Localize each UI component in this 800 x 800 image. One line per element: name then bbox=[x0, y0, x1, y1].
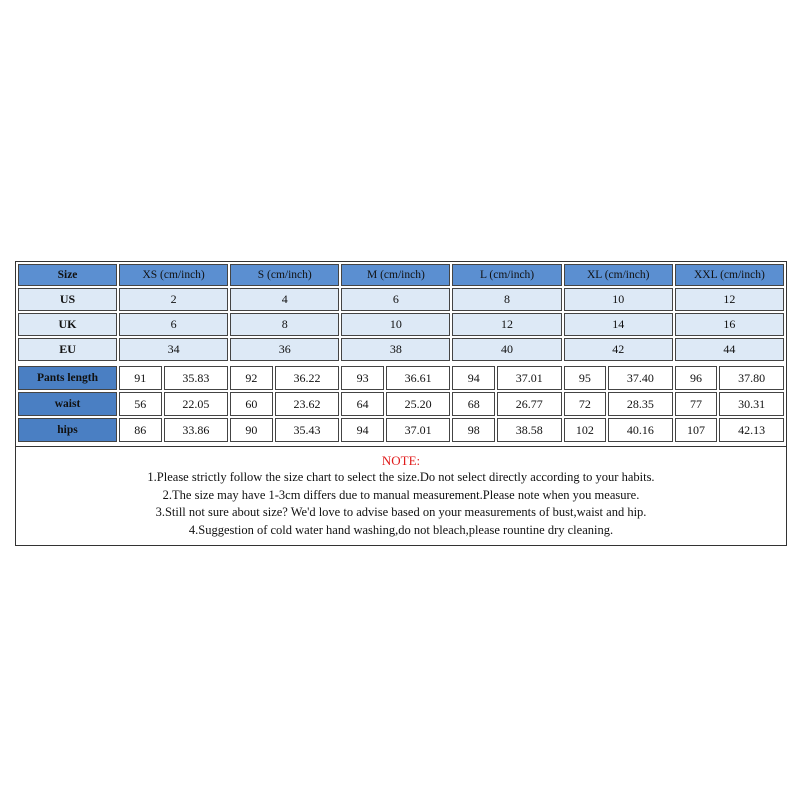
table-cell: 93 bbox=[341, 366, 383, 390]
size-chart bbox=[15, 261, 787, 546]
header-size-label: Size bbox=[18, 264, 117, 286]
table-cell: 12 bbox=[452, 313, 561, 336]
table-cell: 95 bbox=[564, 366, 606, 390]
measurement-row bbox=[18, 366, 784, 390]
table-cell: 37.40 bbox=[608, 366, 673, 390]
table-cell: 25.20 bbox=[386, 392, 451, 416]
row-label: waist bbox=[18, 392, 117, 416]
header-size-column: XS (cm/inch) bbox=[119, 264, 228, 286]
table-cell: 16 bbox=[675, 313, 784, 336]
table-cell: 40.16 bbox=[608, 418, 673, 442]
table-cell: 37.01 bbox=[497, 366, 562, 390]
table-cell: 28.35 bbox=[608, 392, 673, 416]
conversion-row bbox=[18, 288, 784, 311]
table-cell: 22.05 bbox=[164, 392, 229, 416]
notes-section bbox=[16, 446, 786, 545]
row-label: UK bbox=[18, 313, 117, 336]
table-cell: 6 bbox=[341, 288, 450, 311]
table-cell: 34 bbox=[119, 338, 228, 361]
table-cell: 38.58 bbox=[497, 418, 562, 442]
table-cell: 42.13 bbox=[719, 418, 784, 442]
table-cell: 8 bbox=[230, 313, 339, 336]
table-cell: 14 bbox=[564, 313, 673, 336]
note-line: 3.Still not sure about size? We'd love to advise based on your measurements of bust,waist and hip. bbox=[155, 505, 647, 520]
table-cell: 37.01 bbox=[386, 418, 451, 442]
table-cell: 77 bbox=[675, 392, 717, 416]
table-header-row bbox=[18, 264, 784, 286]
table-cell: 72 bbox=[564, 392, 606, 416]
table-cell: 60 bbox=[230, 392, 272, 416]
table-cell: 8 bbox=[452, 288, 561, 311]
measurement-row bbox=[18, 418, 784, 442]
table-cell: 12 bbox=[675, 288, 784, 311]
table-cell: 26.77 bbox=[497, 392, 562, 416]
table-cell: 30.31 bbox=[719, 392, 784, 416]
table-cell: 44 bbox=[675, 338, 784, 361]
table-cell: 91 bbox=[119, 366, 161, 390]
size-table bbox=[16, 262, 786, 444]
note-line: 1.Please strictly follow the size chart to select the size.Do not select directly according to your habits. bbox=[147, 470, 655, 485]
conversion-row bbox=[18, 338, 784, 361]
notes-title: NOTE: bbox=[381, 453, 421, 468]
table-cell: 2 bbox=[119, 288, 228, 311]
table-cell: 86 bbox=[119, 418, 161, 442]
table-cell: 36.61 bbox=[386, 366, 451, 390]
table-cell: 107 bbox=[675, 418, 717, 442]
header-size-column: S (cm/inch) bbox=[230, 264, 339, 286]
row-label: hips bbox=[18, 418, 117, 442]
table-cell: 96 bbox=[675, 366, 717, 390]
table-cell: 92 bbox=[230, 366, 272, 390]
table-cell: 90 bbox=[230, 418, 272, 442]
table-cell: 40 bbox=[452, 338, 561, 361]
table-cell: 56 bbox=[119, 392, 161, 416]
row-label: US bbox=[18, 288, 117, 311]
table-cell: 23.62 bbox=[275, 392, 340, 416]
header-size-column: M (cm/inch) bbox=[341, 264, 450, 286]
row-label: Pants length bbox=[18, 366, 117, 390]
spacer-cell bbox=[18, 363, 784, 364]
header-size-column: XXL (cm/inch) bbox=[675, 264, 784, 286]
table-spacer bbox=[18, 363, 784, 364]
table-cell: 33.86 bbox=[164, 418, 229, 442]
header-size-column: L (cm/inch) bbox=[452, 264, 561, 286]
measurement-row bbox=[18, 392, 784, 416]
table-cell: 94 bbox=[452, 366, 494, 390]
conversion-row bbox=[18, 313, 784, 336]
table-cell: 35.83 bbox=[164, 366, 229, 390]
table-cell: 36 bbox=[230, 338, 339, 361]
table-cell: 4 bbox=[230, 288, 339, 311]
table-cell: 98 bbox=[452, 418, 494, 442]
table-cell: 6 bbox=[119, 313, 228, 336]
table-cell: 64 bbox=[341, 392, 383, 416]
note-line: 4.Suggestion of cold water hand washing,do not bleach,please rountine dry cleaning. bbox=[188, 522, 614, 537]
row-label: EU bbox=[18, 338, 117, 361]
table-cell: 94 bbox=[341, 418, 383, 442]
table-cell: 42 bbox=[564, 338, 673, 361]
table-cell: 37.80 bbox=[719, 366, 784, 390]
header-size-column: XL (cm/inch) bbox=[564, 264, 673, 286]
table-cell: 102 bbox=[564, 418, 606, 442]
table-cell: 10 bbox=[341, 313, 450, 336]
table-cell: 68 bbox=[452, 392, 494, 416]
table-cell: 10 bbox=[564, 288, 673, 311]
table-cell: 38 bbox=[341, 338, 450, 361]
size-table-body bbox=[18, 264, 784, 442]
table-cell: 36.22 bbox=[275, 366, 340, 390]
table-cell: 35.43 bbox=[275, 418, 340, 442]
note-line: 2.The size may have 1-3cm differs due to manual measurement.Please note when you measure. bbox=[162, 487, 640, 502]
